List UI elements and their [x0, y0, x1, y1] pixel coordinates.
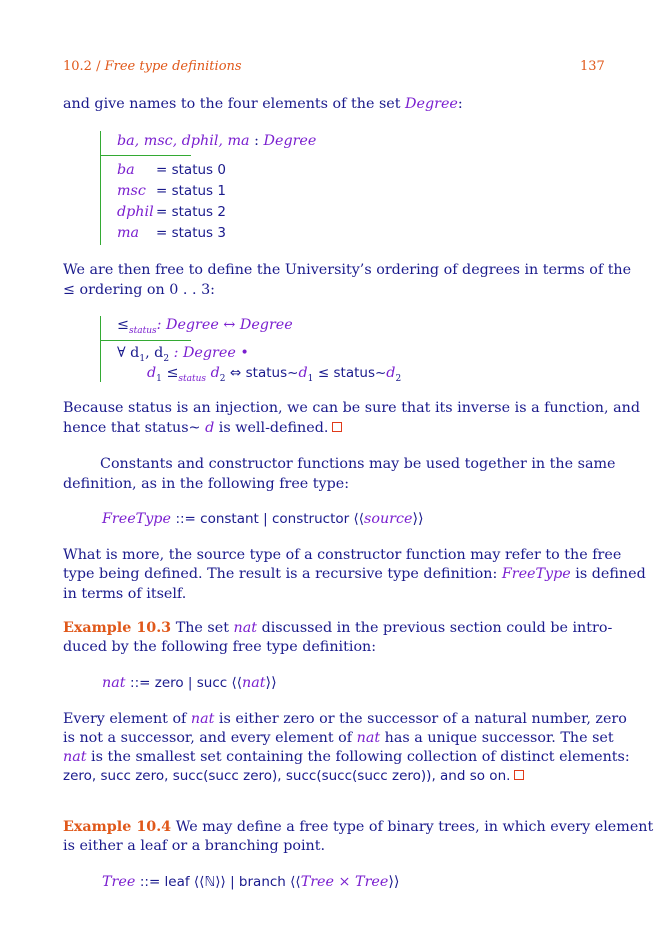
axdef-row-name: ma	[117, 225, 140, 241]
axdef-declaration: ba, msc, dphil, ma : Degree	[117, 133, 317, 149]
axdef-row-name: dphil	[117, 204, 154, 220]
paragraph-line: definition, as in the following free type:	[63, 476, 350, 492]
section-number: 10.2	[63, 59, 92, 74]
running-header	[63, 59, 242, 74]
free-type-definition: nat ::= zero | succ ⟨⟨nat⟩⟩	[102, 675, 277, 691]
paragraph-line: is not a successor, and every element of nat has a unique successor. The set	[63, 730, 614, 746]
axdef-row-rhs: = status 3	[156, 225, 226, 241]
paragraph-line: What is more, the source type of a constructor function may refer to the free	[63, 547, 622, 563]
paragraph-line: nat is the smallest set containing the following collection of distinct elements:	[63, 749, 630, 765]
qed-box-icon	[514, 770, 524, 780]
paragraph-line: Because status is an injection, we can be sure that its inverse is a function, and	[63, 400, 640, 416]
paragraph-line: ≤ ordering on 0 . . 3:	[63, 282, 215, 298]
paragraph-line: type being defined. The result is a recursive type definition: FreeType is defined	[63, 566, 646, 582]
axdef-horizontal-rule	[100, 340, 191, 341]
paragraph-line: Constants and constructor functions may be used together in the same	[100, 456, 616, 472]
paragraph-line: hence that status~ d is well-defined.	[63, 419, 342, 437]
paragraph-line: duced by the following free type definition:	[63, 639, 377, 655]
axdef-row-rhs: = status 1	[156, 183, 226, 199]
axdef-quantifier: ∀ $d_1$, $d_2$ : Degree •	[117, 345, 249, 364]
axdef-row-name: ba	[117, 162, 135, 178]
free-type-definition: FreeType ::= constant | constructor ⟨⟨source⟩⟩	[102, 511, 424, 527]
example-label: Example 10.4	[63, 819, 172, 835]
free-type-definition: Tree ::= leaf ⟨⟨ℕ⟩⟩ | branch ⟨⟨Tree × Tree⟩⟩	[102, 874, 400, 890]
axdef-predicate: $d_1 \le_{status}$ $d_2$ ⇔ $status\sim d_1$ ≤ $status\sim d_2$	[147, 365, 402, 384]
paragraph-line: is either a leaf or a branching point.	[63, 838, 326, 854]
axdef-row-rhs: = status 0	[156, 162, 226, 178]
paragraph-line: Every element of nat is either zero or the successor of a natural number, zero	[63, 711, 627, 727]
axdef-vertical-rule	[100, 131, 101, 245]
axdef-declaration: $\le_{status}$: Degree ↔ Degree	[117, 317, 293, 336]
paragraph-line: in terms of itself.	[63, 586, 187, 602]
qed-box-icon	[332, 422, 342, 432]
example-heading-line: Example 10.4 We may define a free type of binary trees, in which every element	[63, 819, 654, 835]
intro-line: and give names to the four elements of the set Degree:	[63, 96, 463, 112]
axdef-row-name: msc	[117, 183, 146, 199]
example-heading-line: Example 10.3 The set nat discussed in the previous section could be intro-	[63, 620, 613, 636]
paragraph-line: We are then free to define the University’s ordering of degrees in terms of the	[63, 262, 632, 278]
page-number: 137	[580, 59, 605, 74]
section-title: Free type definitions	[104, 59, 242, 74]
axdef-vertical-rule	[100, 316, 101, 382]
paragraph-line: zero, succ zero, succ(succ zero), succ(succ(succ zero)), and so on.	[63, 767, 524, 785]
example-label: Example 10.3	[63, 620, 172, 636]
header-separator: /	[96, 59, 101, 74]
axdef-horizontal-rule	[100, 155, 191, 156]
axdef-row-rhs: = status 2	[156, 204, 226, 220]
